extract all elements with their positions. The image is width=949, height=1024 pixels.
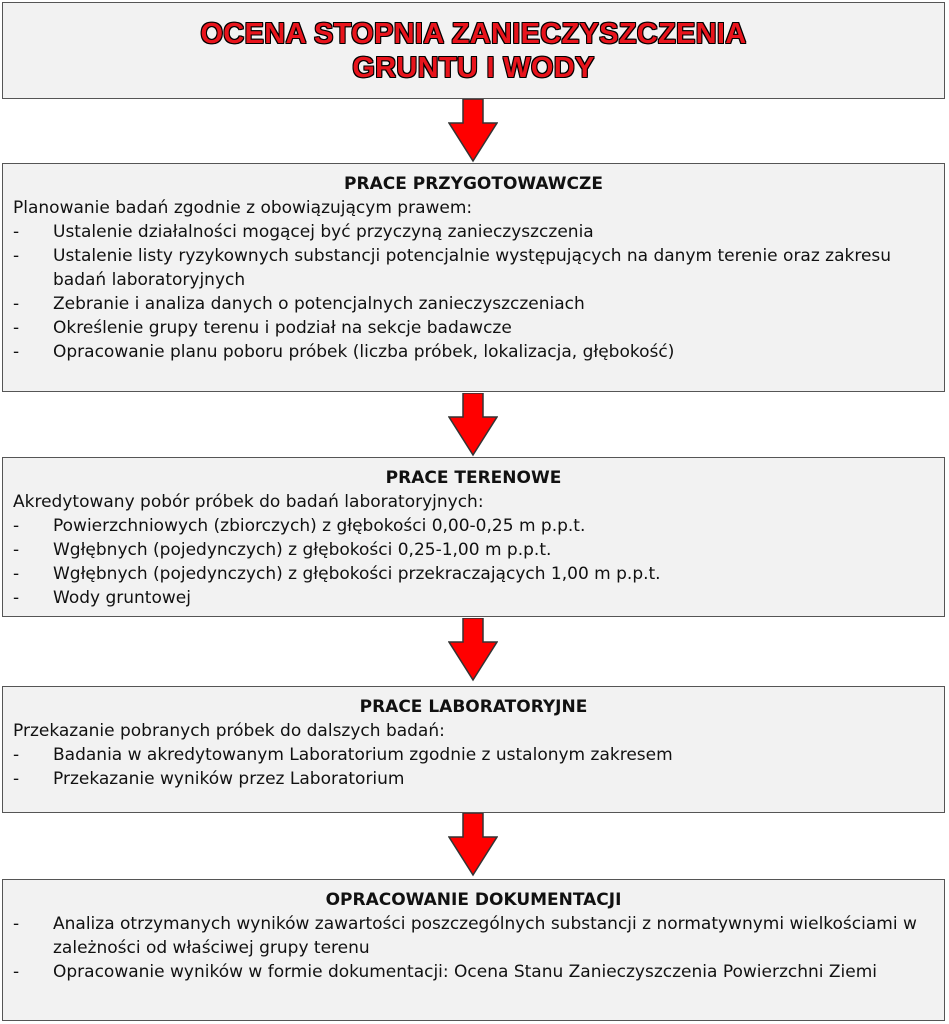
list-item: [13, 743, 934, 767]
section-prace-przygotowawcze: [2, 163, 945, 392]
list-item: [13, 912, 934, 960]
dash-marker: -: [13, 914, 20, 934]
dash-marker: -: [13, 342, 20, 362]
dash-marker: -: [13, 318, 20, 338]
list-item-text: Ustalenie listy ryzykownych substancji potencjalnie występujących na danym terenie oraz zakresu badań laboratoryjnych: [53, 246, 892, 290]
list-item-text: Opracowanie planu poboru próbek (liczba próbek, lokalizacja, głębokość): [53, 342, 675, 362]
dash-marker: -: [13, 564, 20, 584]
list-item-text: Wody gruntowej: [53, 588, 191, 608]
list-item-text: Badania w akredytowanym Laboratorium zgodnie z ustalonym zakresem: [53, 745, 673, 765]
list-item: [13, 586, 934, 610]
dash-marker: -: [13, 540, 20, 560]
down-arrow-icon: [448, 618, 498, 682]
dash-marker: -: [13, 294, 20, 314]
down-arrow-icon: [448, 813, 498, 877]
list-item: [13, 292, 934, 316]
dash-marker: -: [13, 222, 20, 242]
list-item: [13, 340, 934, 364]
dash-marker: -: [13, 588, 20, 608]
section-heading: PRACE TERENOWE: [385, 468, 562, 488]
list-item: [13, 316, 934, 340]
list-item-text: Wgłębnych (pojedynczych) z głębokości 0,25-1,00 m p.p.t.: [53, 540, 552, 560]
dash-marker: -: [13, 516, 20, 536]
down-arrow-icon: [448, 99, 498, 163]
section-opracowanie-dokumentacji: [2, 879, 945, 1021]
section-intro: Planowanie badań zgodnie z obowiązującym prawem:: [13, 198, 473, 218]
list-item: [13, 220, 934, 244]
section-prace-terenowe: [2, 457, 945, 617]
section-item-list: [13, 220, 934, 364]
title-line-1: OCENA STOPNIA ZANIECZYSZCZENIA: [200, 17, 747, 50]
section-item-list: [13, 912, 934, 984]
list-item: [13, 514, 934, 538]
title-box: [2, 2, 945, 99]
down-arrow-icon: [448, 393, 498, 457]
title-line-2: GRUNTU I WODY: [352, 51, 595, 84]
dash-marker: -: [13, 745, 20, 765]
list-item-text: Ustalenie działalności mogącej być przyczyną zanieczyszczenia: [53, 222, 594, 242]
list-item: [13, 562, 934, 586]
list-item: [13, 767, 934, 791]
list-item: [13, 960, 934, 984]
list-item-text: Wgłębnych (pojedynczych) z głębokości przekraczających 1,00 m p.p.t.: [53, 564, 661, 584]
section-intro: Przekazanie pobranych próbek do dalszych badań:: [13, 721, 445, 741]
section-prace-laboratoryjne: [2, 686, 945, 813]
list-item: [13, 538, 934, 562]
diagram-title: [200, 17, 746, 85]
list-item-text: Zebranie i analiza danych o potencjalnych zanieczyszczeniach: [53, 294, 585, 314]
section-heading: OPRACOWANIE DOKUMENTACJI: [325, 890, 622, 910]
dash-marker: -: [13, 962, 20, 982]
dash-marker: -: [13, 769, 20, 789]
list-item-text: Analiza otrzymanych wyników zawartości poszczególnych substancji z normatywnymi wielkościami w zależności od właściwej grupy terenu: [53, 914, 917, 958]
list-item-text: Określenie grupy terenu i podział na sekcje badawcze: [53, 318, 512, 338]
list-item-text: Powierzchniowych (zbiorczych) z głębokości 0,00-0,25 m p.p.t.: [53, 516, 586, 536]
section-heading: PRACE PRZYGOTOWAWCZE: [344, 174, 603, 194]
dash-marker: -: [13, 246, 20, 266]
list-item-text: Opracowanie wyników w formie dokumentacji: Ocena Stanu Zanieczyszczenia Powierzchni Ziemi: [53, 962, 878, 982]
list-item-text: Przekazanie wyników przez Laboratorium: [53, 769, 405, 789]
section-intro: Akredytowany pobór próbek do badań laboratoryjnych:: [13, 492, 484, 512]
list-item: [13, 244, 934, 292]
section-item-list: [13, 514, 934, 610]
section-item-list: [13, 743, 934, 791]
section-heading: PRACE LABORATORYJNE: [359, 697, 588, 717]
